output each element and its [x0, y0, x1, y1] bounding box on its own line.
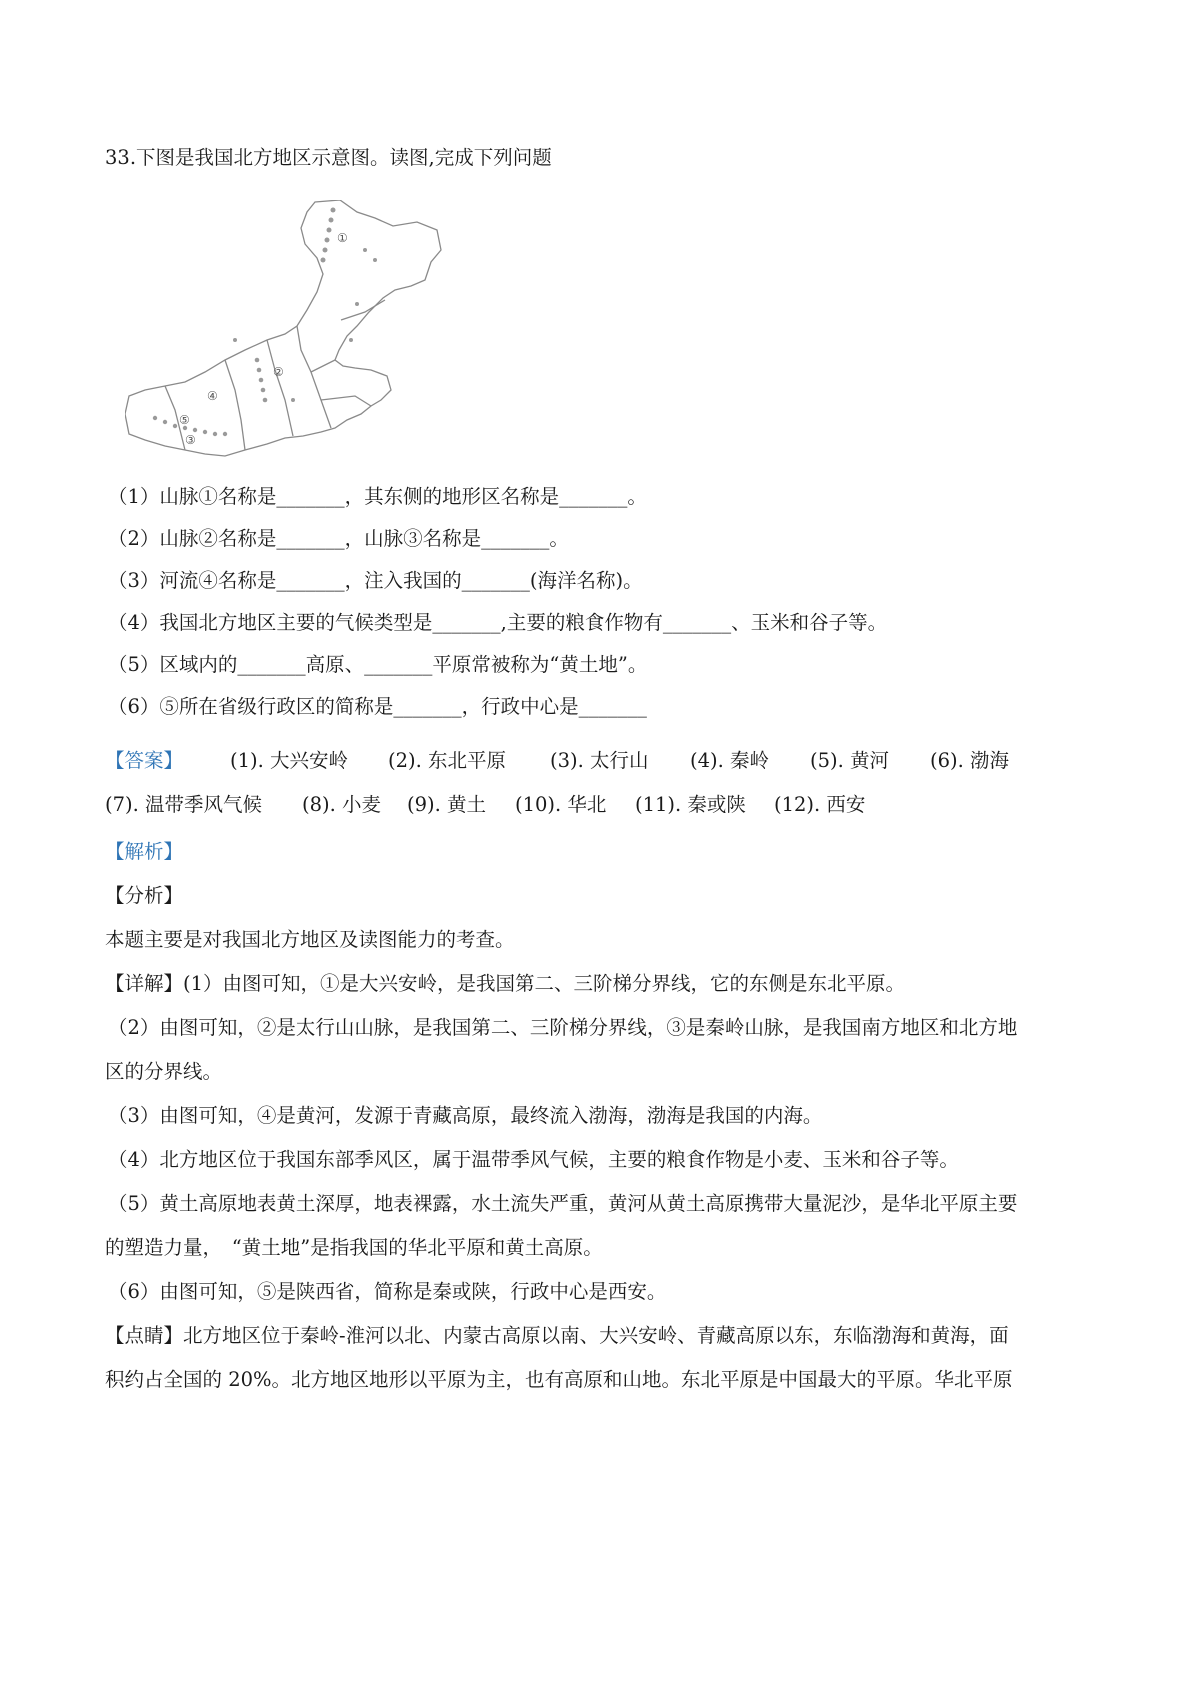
- answer-row-1: [105, 747, 1105, 775]
- question-title: 33.下图是我国北方地区示意图。读图,完成下列问题: [105, 146, 552, 169]
- sub-question-6: （6）⑤所在省级行政区的简称是_______，行政中心是_______: [108, 695, 647, 718]
- answer-item: (6). 渤海: [930, 749, 1010, 772]
- dianjing-line: 积约占全国的 20%。北方地区地形以平原为主，也有高原和山地。东北平原是中国最大的平原。华北平原: [105, 1368, 1013, 1391]
- detail-line: （6）由图可知，⑤是陕西省，简称是秦或陕，行政中心是西安。: [108, 1280, 667, 1303]
- answer-item: (4). 秦岭: [690, 749, 770, 772]
- region-outline: [125, 200, 441, 456]
- sub-question-1: （1）山脉①名称是_______，其东侧的地形区名称是_______。: [108, 485, 647, 508]
- analysis-label: 【解析】: [105, 840, 184, 863]
- sub-question-5: （5）区域内的_______高原、_______平原常被称为“黄土地”。: [108, 653, 648, 676]
- answer-item: (9). 黄土: [407, 793, 487, 816]
- detail-line: 的塑造力量， “黄土地”是指我国的华北平原和黄土高原。: [105, 1236, 603, 1259]
- sub-question-3: （3）河流④名称是_______，注入我国的_______(海洋名称)。: [108, 569, 643, 592]
- detail-line: 【详解】(1）由图可知，①是大兴安岭，是我国第二、三阶梯分界线，它的东侧是东北平原。: [105, 972, 906, 995]
- answer-item: (11). 秦或陕: [635, 793, 746, 816]
- answer-item: (1). 大兴安岭: [230, 749, 349, 772]
- answer-item: (5). 黄河: [810, 749, 890, 772]
- fenxi-label: 【分析】: [105, 884, 184, 907]
- detail-line: 区的分界线。: [105, 1060, 223, 1083]
- map-label-5: ⑤: [179, 413, 190, 427]
- answer-item: (3). 太行山: [550, 749, 649, 772]
- answer-item: (7). 温带季风气候: [105, 793, 263, 816]
- answer-item: (10). 华北: [515, 793, 607, 816]
- sub-question-4: （4）我国北方地区主要的气候类型是_______,主要的粮食作物有_______、玉米和谷子等。: [108, 611, 888, 634]
- north-china-map: [125, 200, 485, 500]
- sub-question-2: （2）山脉②名称是_______，山脉③名称是_______。: [108, 527, 569, 550]
- map-label-1: ①: [337, 231, 348, 245]
- dianjing-line: 【点睛】北方地区位于秦岭-淮河以北、内蒙古高原以南、大兴安岭、青藏高原以东，东临渤海和黄海，面: [105, 1324, 1009, 1347]
- answer-row-2: [105, 791, 1105, 819]
- detail-line: （2）由图可知，②是太行山山脉，是我国第二、三阶梯分界线，③是秦岭山脉，是我国南方地区和北方地: [108, 1016, 1018, 1039]
- map-label-3: ③: [185, 433, 196, 447]
- detail-line: （3）由图可知，④是黄河，发源于青藏高原，最终流入渤海，渤海是我国的内海。: [108, 1104, 823, 1127]
- answer-label: 【答案】: [105, 749, 184, 772]
- answer-item: (2). 东北平原: [388, 749, 507, 772]
- answer-item: (8). 小麦: [302, 793, 382, 816]
- answer-item: (12). 西安: [774, 793, 866, 816]
- map-label-2: ②: [273, 365, 284, 379]
- fenxi-text: 本题主要是对我国北方地区及读图能力的考查。: [105, 928, 515, 951]
- detail-line: （4）北方地区位于我国东部季风区，属于温带季风气候，主要的粮食作物是小麦、玉米和谷子等。: [108, 1148, 959, 1171]
- detail-line: （5）黄土高原地表黄土深厚，地表裸露，水土流失严重，黄河从黄土高原携带大量泥沙，是华北平原主要: [108, 1192, 1018, 1215]
- map-label-4: ④: [207, 389, 218, 403]
